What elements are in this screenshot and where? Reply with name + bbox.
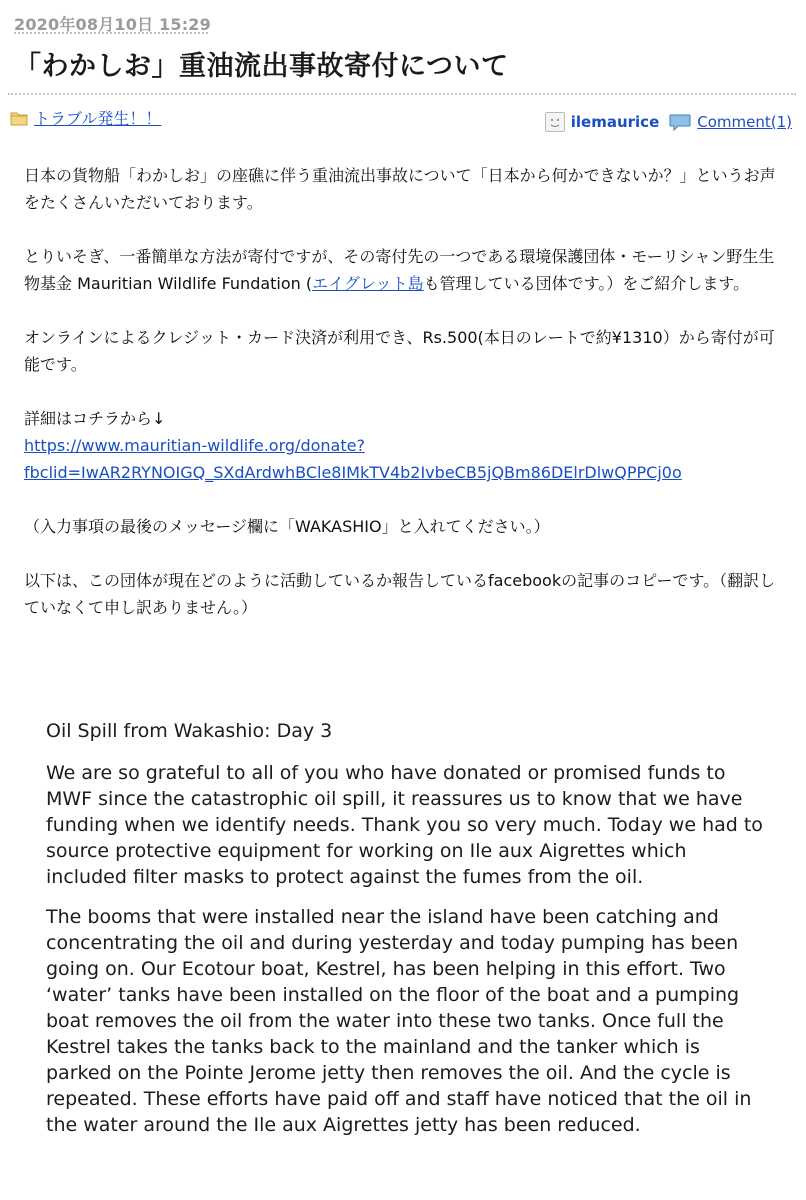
- donate-url-line-2: fbclid=IwAR2RYNOIGQ_SXdArdwhBCle8IMkTV4b2IvbeCB5jQBm86DElrDlwQPPCj0o: [24, 463, 682, 482]
- details-label: 詳細はコチラから↓: [24, 409, 166, 428]
- quote-paragraph-2: The booms that were installed near the island have been catching and concentrating the oil and during yesterday and today pumping has been going on. Our Ecotour boat, Kestrel, has been helping in this effort. Two ‘water’ tanks have been installed on the floor of the boat and a pumping boat removes the oil from the water into these two tanks. Once full the Kestrel takes the tanks back to the mainland and the tanker which is parked on the Pointe Jerome jetty then removes the oil. And the cycle is repeated. These efforts have paid off and staff have noticed that the oil in the water around the Ile aux Aigrettes jetty has been reduced.: [46, 906, 752, 1136]
- body-paragraph-5: （入力事項の最後のメッセージ欄に「WAKASHIO」と入れてください。）: [24, 517, 550, 536]
- category-link[interactable]: トラブル発生！！: [34, 109, 162, 128]
- body-paragraph-3: オンラインによるクレジット・カード決済が利用でき、Rs.500(本日のレートで約¥1310）から寄付が可能です。: [24, 328, 775, 374]
- facebook-quote: [46, 718, 766, 1152]
- aigrette-island-link[interactable]: エイグレット島: [312, 274, 424, 293]
- body-paragraph-2: [24, 243, 784, 297]
- body-paragraph-2-text-a: とりいそぎ、一番簡単な方法が寄付ですが、その寄付先の一つである環境保護団体・モーリシャン野生生物基金 Mauritian Wildlife Fundation (: [24, 247, 775, 293]
- quote-paragraph-1: We are so grateful to all of you who have donated or promised funds to MWF since the catastrophic oil spill, it reassures us to know that we have funding when we identify needs. Thank you so very much. Today we had to source protective equipment for working on Ile aux Aigrettes which included filter masks to protect against the fumes from the oil.: [46, 762, 763, 888]
- body-paragraph-6: 以下は、この団体が現在どのように活動しているか報告しているfacebookの記事のコピーです。（翻訳していなくて申し訳ありません。）: [24, 571, 776, 617]
- speech-bubble-icon: [669, 113, 691, 131]
- title-divider: [8, 93, 796, 95]
- post-category: [10, 106, 161, 129]
- donate-url-line-1: https://www.mauritian-wildlife.org/donate?: [24, 436, 365, 455]
- post-title: 「わかしお」重油流出事故寄付について: [14, 51, 509, 82]
- post-body: [24, 162, 784, 648]
- post-meta: [545, 112, 792, 132]
- body-paragraph-1: 日本の貨物船「わかしお」の座礁に伴う重油流出事故について「日本から何かできないか？」というお声をたくさんいただいております。: [24, 166, 776, 212]
- quote-title: Oil Spill from Wakashio: Day 3: [46, 720, 333, 742]
- avatar-icon: [545, 112, 565, 132]
- comments-link[interactable]: Comment(1): [697, 113, 792, 131]
- donate-url-link[interactable]: [24, 436, 682, 482]
- folder-icon: [10, 110, 28, 126]
- body-paragraph-4: [24, 405, 784, 486]
- post-date: 2020年08月10日 15:29: [14, 15, 211, 34]
- author-name[interactable]: ilemaurice: [570, 113, 660, 131]
- body-paragraph-2-text-b: も管理している団体です。）をご紹介します。: [423, 274, 750, 293]
